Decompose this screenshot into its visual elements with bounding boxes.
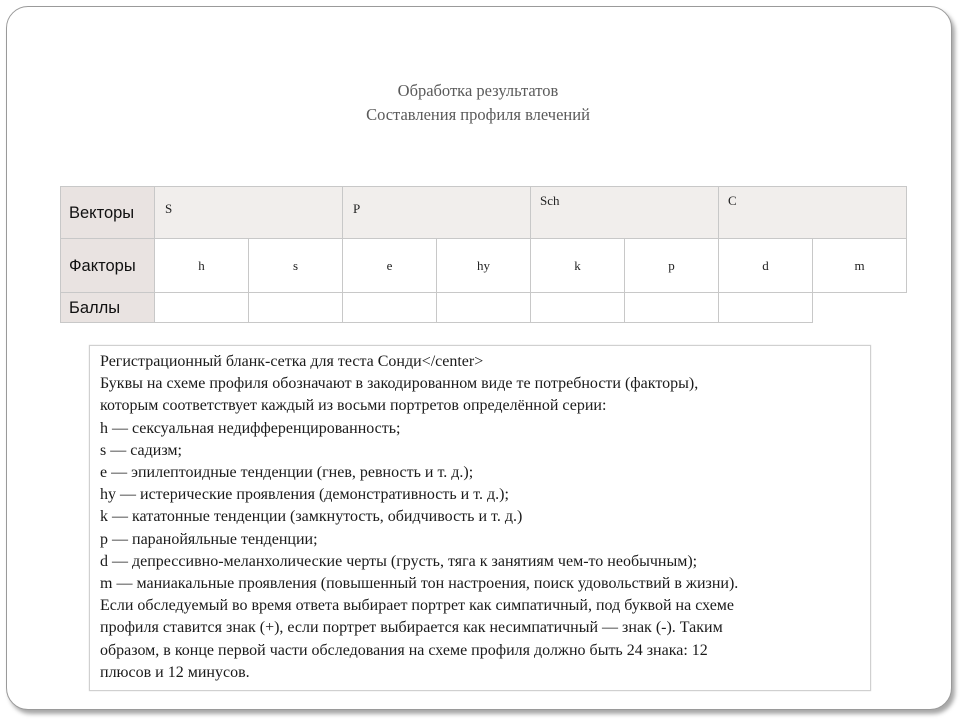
vector-cell-p: [343, 187, 531, 239]
vectors-label: Векторы: [61, 187, 155, 239]
score-cell-e[interactable]: [343, 293, 437, 323]
factor-cell-k: k: [531, 239, 625, 293]
legend-line: которым соответствует каждый из восьми портретов определённой серии:: [100, 397, 607, 415]
score-cell-empty: [813, 293, 907, 323]
factor-cell-h: h: [155, 239, 249, 293]
factor-cell-e: e: [343, 239, 437, 293]
legend-box: [89, 345, 871, 691]
profile-table: [60, 186, 907, 323]
legend-line: d — депрессивно-меланхолические черты (грусть, тяга к занятиям чем-то необычным);: [100, 552, 698, 570]
page-title: Обработка результатов: [397, 81, 559, 100]
vector-cell-c: [719, 187, 907, 239]
legend-line: Если обследуемый во время ответа выбирает портрет как симпатичный, под буквой на схеме: [100, 597, 735, 615]
factor-cell-s: s: [249, 239, 343, 293]
page-subtitle: Составления профиля влечений: [366, 105, 590, 124]
vector-cell-sch: [531, 187, 719, 239]
legend-line: плюсов и 12 минусов.: [100, 663, 250, 681]
legend-line: h — сексуальная недифференцированность;: [100, 419, 401, 437]
factors-label: Факторы: [61, 239, 155, 293]
score-cell-p[interactable]: [625, 293, 719, 323]
factor-cell-m: m: [813, 239, 907, 293]
score-cell-k[interactable]: [531, 293, 625, 323]
factors-row: [61, 239, 907, 293]
legend-line: Буквы на схеме профиля обозначают в закодированном виде те потребности (факторы),: [100, 375, 699, 393]
factor-cell-hy: hy: [437, 239, 531, 293]
vectors-row: [61, 187, 907, 239]
legend-line: m — маниакальные проявления (повышенный тон настроения, поиск удовольствий в жизни).: [100, 575, 739, 593]
scores-row: [61, 293, 907, 323]
score-cell-s[interactable]: [249, 293, 343, 323]
legend-line: профиля ставится знак (+), если портрет выбирается как несимпатичный — знак (-). Таким: [100, 619, 723, 637]
scores-label: Баллы: [61, 293, 155, 323]
legend-line: hy — истерические проявления (демонстративность и т. д.);: [100, 486, 509, 504]
legend-line: образом, в конце первой части обследования на схеме профиля должно быть 24 знака: 12: [100, 641, 708, 659]
vector-cell-s: [155, 187, 343, 239]
score-cell-d[interactable]: [719, 293, 813, 323]
vector-label-p: P: [353, 201, 361, 216]
legend-text: [100, 351, 865, 684]
vector-label-s: S: [165, 201, 173, 216]
legend-line: e — эпилептоидные тенденции (гнев, ревность и т. д.);: [100, 464, 474, 482]
score-cell-hy[interactable]: [437, 293, 531, 323]
legend-line: p — паранойяльные тенденции;: [100, 530, 318, 548]
legend-line: Регистрационный бланк-сетка для теста Сонди</center>: [100, 353, 484, 370]
legend-line: s — садизм;: [100, 441, 182, 459]
factor-cell-d: d: [719, 239, 813, 293]
score-cell-h[interactable]: [155, 293, 249, 323]
factor-cell-p: p: [625, 239, 719, 293]
vector-label-c: C: [728, 193, 737, 208]
legend-line: k — кататонные тенденции (замкнутость, обидчивость и т. д.): [100, 508, 523, 526]
vector-label-sch: Sch: [540, 193, 560, 208]
